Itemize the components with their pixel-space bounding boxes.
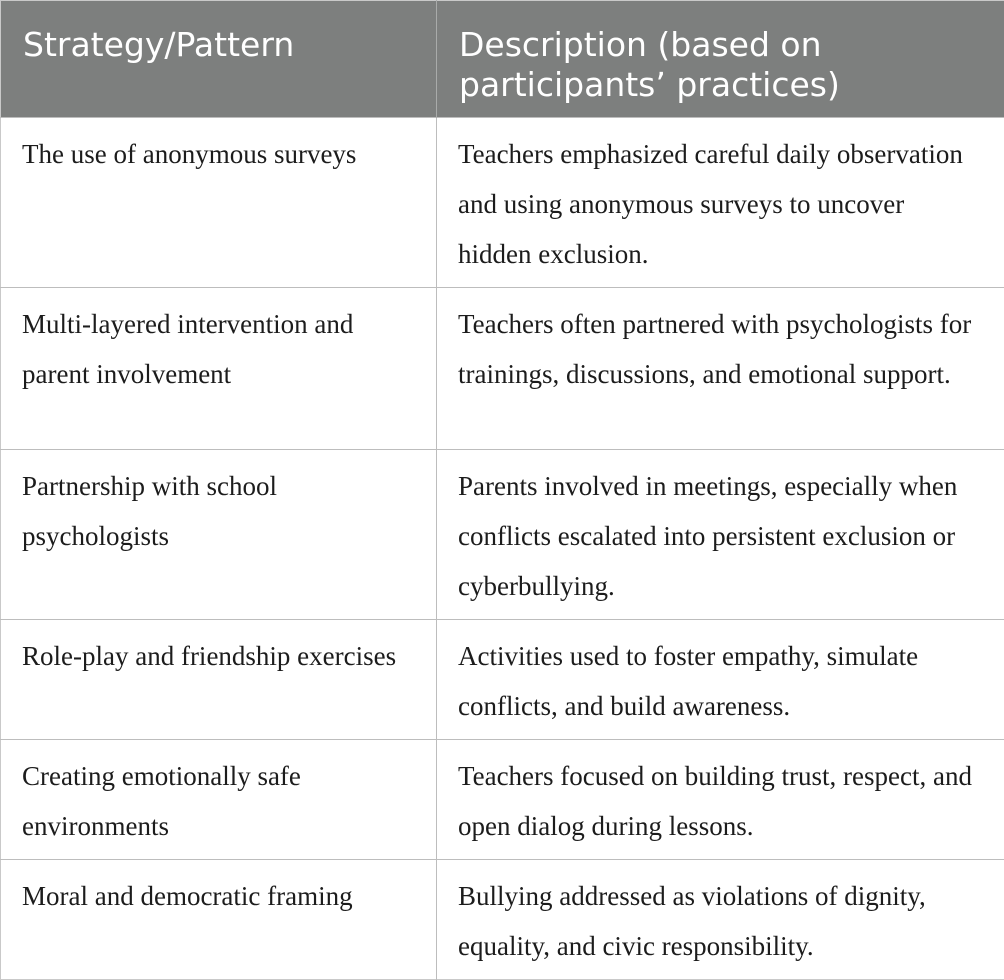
description-cell: Parents involved in meetings, especially when conflicts escalated into persistent exclusion or cyberbullying. xyxy=(437,450,1004,620)
table-row xyxy=(1,118,1004,288)
header-row xyxy=(1,1,1004,118)
description-cell: Activities used to foster empathy, simulate conflicts, and build awareness. xyxy=(437,620,1004,740)
description-cell: Bullying addressed as violations of dignity, equality, and civic responsibility. xyxy=(437,860,1004,980)
table-row xyxy=(1,450,1004,620)
description-cell: Teachers focused on building trust, respect, and open dialog during lessons. xyxy=(437,740,1004,860)
table-header xyxy=(1,1,1004,118)
table-row xyxy=(1,740,1004,860)
strategy-cell: Multi-layered intervention and parent involvement xyxy=(1,288,437,450)
strategy-cell: Creating emotionally safe environments xyxy=(1,740,437,860)
strategy-cell: Role-play and friendship exercises xyxy=(1,620,437,740)
table-row xyxy=(1,860,1004,980)
table-body xyxy=(1,118,1004,980)
strategy-cell: The use of anonymous surveys xyxy=(1,118,437,288)
header-strategy-pattern: Strategy/Pattern xyxy=(1,1,437,118)
table-row xyxy=(1,288,1004,450)
table-row xyxy=(1,620,1004,740)
strategy-cell: Partnership with school psychologists xyxy=(1,450,437,620)
description-cell: Teachers emphasized careful daily observation and using anonymous surveys to uncover hidden exclusion. xyxy=(437,118,1004,288)
strategy-cell: Moral and democratic framing xyxy=(1,860,437,980)
description-cell: Teachers often partnered with psychologists for trainings, discussions, and emotional support. xyxy=(437,288,1004,450)
header-description: Description (based on participants’ practices) xyxy=(437,1,1004,118)
